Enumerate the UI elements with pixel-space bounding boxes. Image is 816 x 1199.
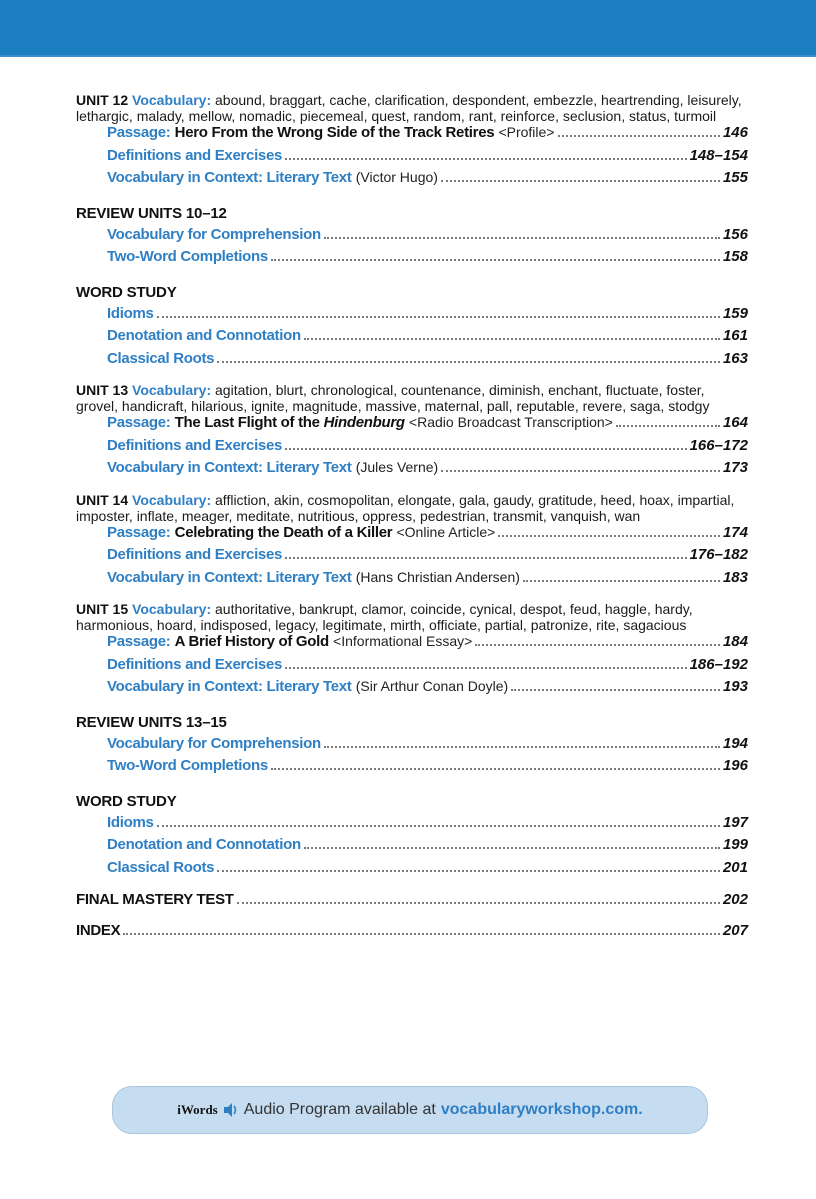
definitions-label: Definitions and Exercises bbox=[107, 436, 283, 454]
review-heading: REVIEW UNITS 10–12 bbox=[76, 204, 227, 222]
unit-15-heading bbox=[76, 601, 748, 633]
page-number: 184 bbox=[722, 633, 748, 650]
denotation-label: Denotation and Connotation bbox=[107, 327, 301, 344]
dot-leader bbox=[285, 158, 687, 160]
dot-leader bbox=[285, 667, 687, 669]
unit-title: UNIT 15 bbox=[76, 601, 129, 617]
unit-15-entry bbox=[76, 601, 748, 701]
dot-leader bbox=[324, 746, 720, 748]
classical-roots-label: Classical Roots bbox=[107, 858, 215, 876]
unit-12-entry bbox=[76, 92, 748, 192]
audio-program-text: Audio Program available at bbox=[243, 1101, 436, 1118]
classical-roots-row[interactable] bbox=[76, 350, 748, 373]
dot-leader bbox=[237, 902, 720, 904]
dot-leader bbox=[441, 180, 720, 182]
page-number: 196 bbox=[722, 757, 748, 774]
page-number: 148–154 bbox=[689, 146, 748, 164]
page-number: 158 bbox=[722, 248, 748, 265]
page-number: 163 bbox=[722, 349, 748, 367]
denotation-row[interactable] bbox=[76, 836, 748, 859]
denotation-row[interactable] bbox=[76, 327, 748, 350]
unit-title: UNIT 12 bbox=[76, 92, 129, 108]
index-row[interactable] bbox=[76, 922, 748, 945]
two-word-label: Two-Word Completions bbox=[107, 757, 268, 774]
page-number: 193 bbox=[722, 678, 748, 695]
passage-label: Passage: bbox=[107, 523, 171, 541]
speaker-icon bbox=[222, 1101, 238, 1119]
definitions-row[interactable] bbox=[76, 546, 748, 569]
passage-genre: <Online Article> bbox=[396, 523, 496, 540]
definitions-label: Definitions and Exercises bbox=[107, 655, 283, 673]
unit-13-entry bbox=[76, 382, 748, 482]
denotation-label: Denotation and Connotation bbox=[107, 836, 301, 853]
passage-title-main: The Last Flight of the bbox=[174, 414, 320, 431]
word-study-1-entry bbox=[76, 281, 748, 373]
vocabulary-words: affliction, akin, cosmopolitan, elongate, gala, gaudy, gratitude, heed, hoax, impartial, imposter, inflate, meager, meditate, nutritious, oppress, pedestrian, transmit, vanquish, wan bbox=[76, 491, 735, 524]
page-number: 197 bbox=[722, 813, 748, 831]
vocab-in-context-label: Vocabulary in Context: Literary Text bbox=[107, 568, 352, 586]
passage-title: A Brief History of Gold bbox=[174, 633, 329, 650]
page-number: 161 bbox=[722, 327, 748, 344]
passage-genre: <Radio Broadcast Transcription> bbox=[408, 414, 613, 430]
idioms-row[interactable] bbox=[76, 305, 748, 328]
passage-title-italic: Hindenburg bbox=[323, 414, 405, 431]
idioms-row[interactable] bbox=[76, 814, 748, 837]
page-number: 207 bbox=[722, 921, 748, 939]
passage-row[interactable] bbox=[76, 414, 748, 437]
dot-leader bbox=[217, 361, 720, 363]
page-number: 194 bbox=[722, 734, 748, 752]
author-note: (Jules Verne) bbox=[355, 459, 439, 475]
website-link[interactable]: vocabularyworkshop.com. bbox=[440, 1101, 643, 1118]
dot-leader bbox=[271, 259, 720, 261]
unit-title: UNIT 14 bbox=[76, 491, 129, 508]
dot-leader bbox=[511, 689, 720, 691]
dot-leader bbox=[285, 448, 687, 450]
review-13-15-entry bbox=[76, 711, 748, 780]
dot-leader bbox=[157, 825, 720, 827]
dot-leader bbox=[616, 425, 720, 427]
page-number: 201 bbox=[722, 858, 748, 876]
vocab-in-context-label: Vocabulary in Context: Literary Text bbox=[107, 169, 352, 186]
classical-roots-label: Classical Roots bbox=[107, 349, 215, 367]
vocabulary-words: agitation, blurt, chronological, countenance, diminish, enchant, fluctuate, foster, grovel, handicraft, hilarious, ignite, magnitude, massive, maternal, pall, reputable, revere, saga, stodgy bbox=[76, 382, 710, 414]
passage-title: Celebrating the Death of a Killer bbox=[174, 523, 393, 541]
dot-leader bbox=[217, 870, 720, 872]
unit-14-heading bbox=[76, 492, 748, 524]
dot-leader bbox=[271, 768, 720, 770]
word-study-heading: WORD STUDY bbox=[76, 283, 177, 301]
dot-leader bbox=[285, 557, 687, 559]
table-of-contents bbox=[76, 92, 748, 944]
word-study-heading: WORD STUDY bbox=[76, 792, 177, 810]
definitions-row[interactable] bbox=[76, 147, 748, 170]
vocab-in-context-row[interactable] bbox=[76, 169, 748, 192]
unit-12-heading bbox=[76, 92, 748, 124]
page-number: 166–172 bbox=[689, 436, 748, 454]
passage-genre: <Profile> bbox=[498, 124, 555, 140]
vocabulary-label: Vocabulary: bbox=[132, 382, 212, 398]
idioms-label: Idioms bbox=[107, 813, 154, 831]
two-word-row[interactable] bbox=[76, 757, 748, 780]
page-number: 155 bbox=[722, 169, 748, 186]
dot-leader bbox=[523, 580, 720, 582]
page-number: 202 bbox=[722, 891, 748, 908]
definitions-label: Definitions and Exercises bbox=[107, 546, 283, 563]
unit-13-heading bbox=[76, 382, 748, 414]
dot-leader bbox=[475, 644, 720, 646]
passage-row[interactable] bbox=[76, 524, 748, 547]
vocab-in-context-row[interactable] bbox=[76, 678, 748, 701]
vocabulary-label: Vocabulary: bbox=[132, 601, 212, 617]
classical-roots-row[interactable] bbox=[76, 859, 748, 882]
vocab-in-context-row[interactable] bbox=[76, 569, 748, 592]
passage-title bbox=[175, 414, 405, 431]
page-number: 146 bbox=[722, 124, 748, 141]
passage-genre: <Informational Essay> bbox=[333, 633, 473, 649]
author-note: (Victor Hugo) bbox=[355, 169, 438, 185]
final-mastery-test-row[interactable] bbox=[76, 891, 748, 914]
vocab-in-context-label: Vocabulary in Context: Literary Text bbox=[107, 459, 352, 476]
passage-label: Passage: bbox=[107, 414, 171, 431]
page-number: 183 bbox=[722, 568, 748, 586]
unit-14-entry bbox=[76, 492, 748, 592]
review-10-12-entry bbox=[76, 202, 748, 271]
vocabulary-label: Vocabulary: bbox=[132, 92, 212, 108]
page-number: 174 bbox=[722, 523, 748, 541]
two-word-row[interactable] bbox=[76, 248, 748, 271]
dot-leader bbox=[441, 470, 720, 472]
passage-row[interactable] bbox=[76, 633, 748, 656]
page-number: 164 bbox=[722, 414, 748, 431]
page-number: 159 bbox=[722, 304, 748, 322]
passage-row[interactable] bbox=[76, 124, 748, 147]
top-banner bbox=[0, 0, 816, 57]
word-study-2-entry bbox=[76, 790, 748, 882]
dot-leader bbox=[558, 135, 720, 137]
definitions-row[interactable] bbox=[76, 656, 748, 679]
vocab-in-context-label: Vocabulary in Context: Literary Text bbox=[107, 678, 352, 695]
definitions-label: Definitions and Exercises bbox=[107, 146, 283, 164]
two-word-label: Two-Word Completions bbox=[107, 248, 268, 265]
dot-leader bbox=[304, 338, 720, 340]
author-note: (Hans Christian Andersen) bbox=[355, 568, 520, 585]
index-label: INDEX bbox=[76, 921, 121, 939]
vocab-in-context-row[interactable] bbox=[76, 459, 748, 482]
page-number: 199 bbox=[722, 836, 748, 853]
page-number: 173 bbox=[722, 459, 748, 476]
passage-title: Hero From the Wrong Side of the Track Retires bbox=[174, 124, 495, 141]
idioms-label: Idioms bbox=[107, 304, 154, 322]
author-note: (Sir Arthur Conan Doyle) bbox=[355, 678, 509, 694]
unit-title: UNIT 13 bbox=[76, 382, 129, 398]
definitions-row[interactable] bbox=[76, 437, 748, 460]
page-number: 186–192 bbox=[689, 655, 748, 673]
vocabulary-words: authoritative, bankrupt, clamor, coincide, cynical, despot, feud, haggle, hardy, harmonious, hoard, indisposed, legacy, legitimate, mirth, officiate, partial, patronize, rite, sagacious bbox=[76, 601, 693, 633]
page-number: 176–182 bbox=[689, 546, 748, 563]
passage-label: Passage: bbox=[107, 633, 171, 650]
comprehension-row[interactable] bbox=[76, 735, 748, 758]
dot-leader bbox=[304, 847, 720, 849]
dot-leader bbox=[123, 933, 720, 935]
comprehension-label: Vocabulary for Comprehension bbox=[107, 734, 321, 752]
iwords-logo: iWords bbox=[177, 1102, 218, 1117]
review-heading: REVIEW UNITS 13–15 bbox=[76, 713, 227, 731]
vocabulary-words: abound, braggart, cache, clarification, despondent, embezzle, heartrending, leisurely, lethargic, malady, mellow, nomadic, piecemeal, quest, random, rant, reinforce, seclusion, status, turmoil bbox=[76, 92, 742, 124]
page-number: 156 bbox=[722, 225, 748, 243]
passage-label: Passage: bbox=[107, 124, 171, 141]
dot-leader bbox=[498, 535, 720, 537]
final-mastery-test-label: FINAL MASTERY TEST bbox=[76, 891, 234, 908]
audio-program-banner bbox=[112, 1086, 708, 1134]
vocabulary-label: Vocabulary: bbox=[132, 491, 212, 508]
comprehension-row[interactable] bbox=[76, 226, 748, 249]
dot-leader bbox=[324, 237, 720, 239]
dot-leader bbox=[157, 316, 720, 318]
comprehension-label: Vocabulary for Comprehension bbox=[107, 225, 321, 243]
